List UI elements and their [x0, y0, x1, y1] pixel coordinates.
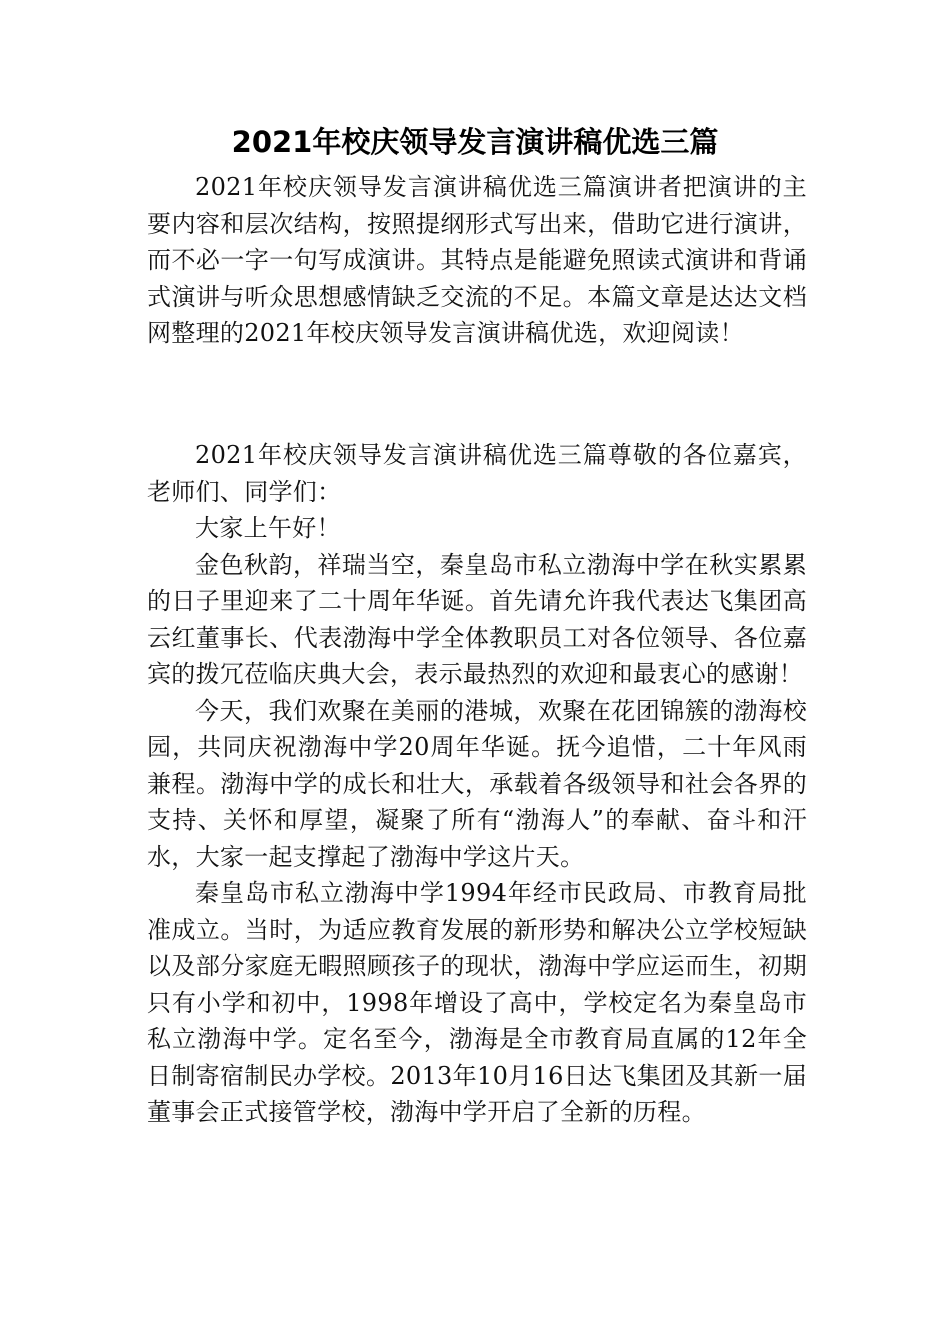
- body-paragraph-1: 金色秋韵，祥瑞当空，秦皇岛市私立渤海中学在秋实累累的日子里迎来了二十周年华诞。首先请允许我代表达飞集团高云红董事长、代表渤海中学全体教职员工对各位领导、各位嘉宾的拨冗莅临庆典大会，表示最热烈的欢迎和最衷心的感谢！: [147, 550, 807, 688]
- speech-section: [147, 437, 807, 1131]
- body-paragraph-2: 今天，我们欢聚在美丽的港城，欢聚在花团锦簇的渤海校园，共同庆祝渤海中学20周年华诞。抚今追惜，二十年风雨兼程。渤海中学的成长和壮大，承载着各级领导和社会各界的支持、关怀和厚望，凝聚了所有“渤海人”的奉献、奋斗和汗水，大家一起支撑起了渤海中学这片天。: [147, 696, 807, 871]
- intro-paragraph: 2021年校庆领导发言演讲稿优选三篇演讲者把演讲的主要内容和层次结构，按照提纲形式写出来，借助它进行演讲，而不必一字一句写成演讲。其特点是能避免照读式演讲和背诵式演讲与听众思想感情缺乏交流的不足。本篇文章是达达文档网整理的2021年校庆领导发言演讲稿优选，欢迎阅读！: [147, 173, 807, 347]
- greeting-paragraph: 大家上午好！: [195, 514, 341, 542]
- salutation-paragraph: 2021年校庆领导发言演讲稿优选三篇尊敬的各位嘉宾，老师们、同学们：: [147, 441, 807, 506]
- intro-section: [147, 169, 807, 352]
- body-paragraph-3: 秦皇岛市私立渤海中学1994年经市民政局、市教育局批准成立。当时，为适应教育发展的新形势和解决公立学校短缺以及部分家庭无暇照顾孩子的现状，渤海中学应运而生，初期只有小学和初中，1998年增设了高中，学校定名为秦皇岛市私立渤海中学。定名至今，渤海是全市教育局直属的12年全日制寄宿制民办学校。2013年10月16日达飞集团及其新一届董事会正式接管学校，渤海中学开启了全新的历程。: [147, 879, 807, 1126]
- document-title: 2021年校庆领导发言演讲稿优选三篇: [231, 125, 719, 159]
